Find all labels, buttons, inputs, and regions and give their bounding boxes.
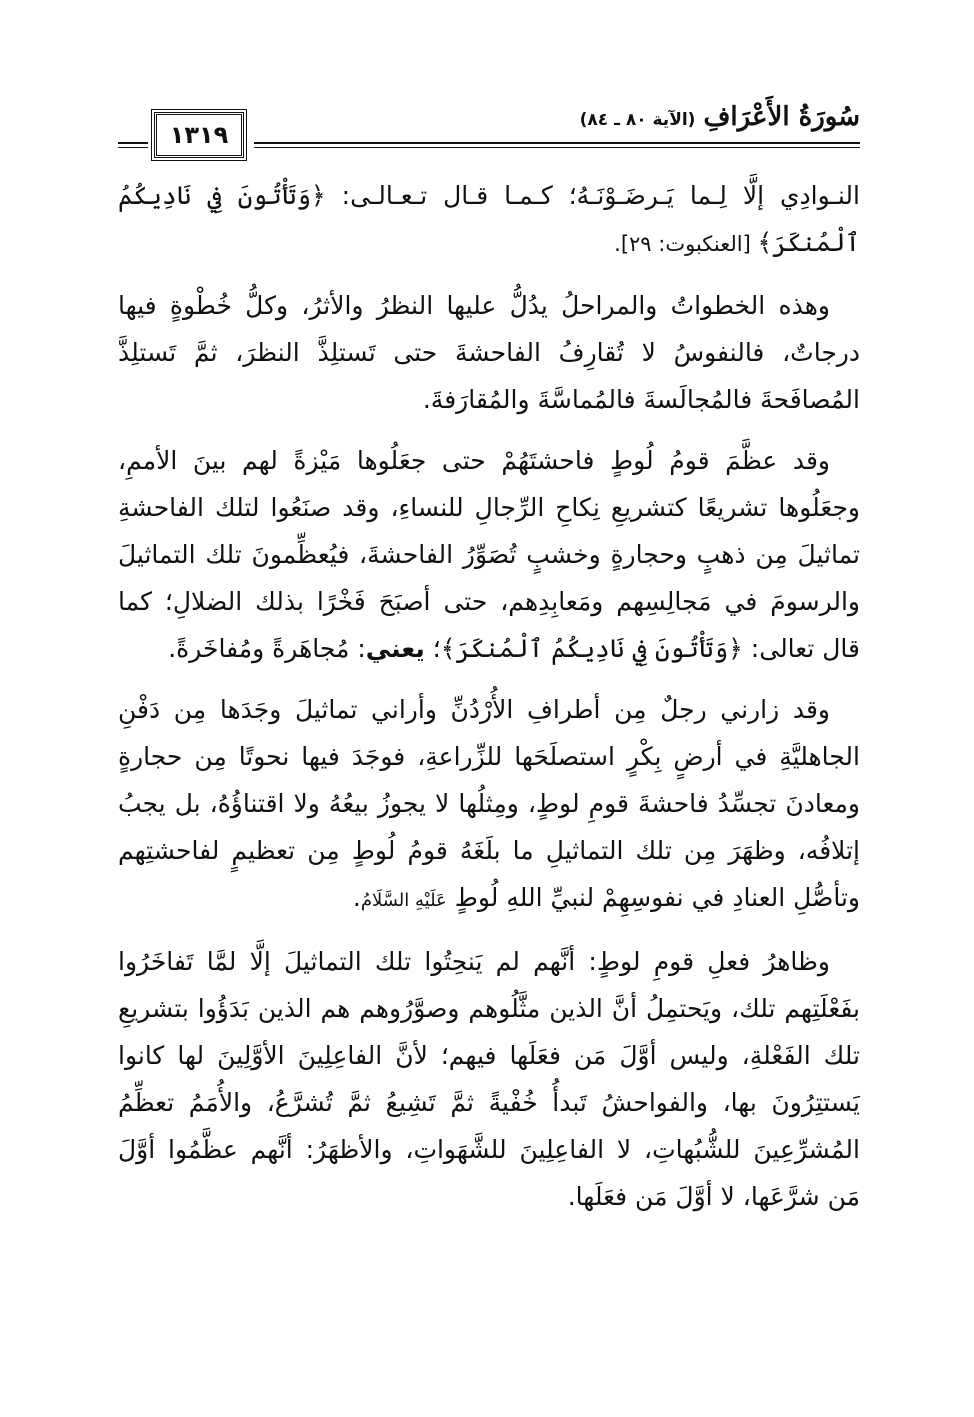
text-segment: وهذه الخطواتُ والمراحلُ يدُلُّ عليها النظرُ والأثرُ، وكلُّ خُطْوةٍ فيها درجاتٌ، فالنفوسُ لا تُقارِفُ الفاحشةَ حتى تَستلِذَّ النظرَ، ثمَّ تَستلِذَّ المُصافَحةَ فالمُجالَسةَ فالمُماسَّةَ والمُقارَفةَ. bbox=[118, 291, 860, 414]
text-segment: النـوادِي إلَّا لِـما يَـرضَـوْنَـهُ؛ كـمـا قـال تـعـالـى: bbox=[325, 181, 860, 210]
paragraph bbox=[118, 282, 860, 423]
header-title bbox=[580, 102, 860, 132]
honorific: عَلَيْهِ السَّلَامُ bbox=[360, 890, 447, 911]
page-body bbox=[118, 172, 860, 1234]
quran-verse: ﴿وَتَأْتُونَ فِي نَادِيكُمُ ٱلْمُنكَرَ﴾ bbox=[440, 634, 743, 663]
header-rule bbox=[254, 142, 860, 144]
text-segment: . bbox=[352, 883, 361, 912]
paragraph bbox=[118, 938, 860, 1220]
text-segment: ؛ bbox=[424, 634, 441, 663]
text-segment: وقد عظَّمَ قومُ لُوطٍ فاحشتَهُمْ حتى جعَلُوها مَيْزةً لهم بينَ الأممِ، وجعَلُوها تشريعًا كتشريعِ نِكاحِ الرِّجالِ للنساءِ، وقد صنَعُوا لتلك الفاحشةِ تماثيلَ مِن ذهبٍ وحجارةٍ وخشبٍ تُصَوِّرُ الفاحشةَ، فيُعظِّمونَ تلك التماثيلَ والرسومَ في مَجالِسِهم ومَعابِدِهم، حتى أصبَحَ فَخْرًا بذلك الضلالِ؛ كما قال تعالى: bbox=[118, 446, 860, 663]
verse-reference: [العنكبوت: ٢٩]. bbox=[614, 232, 758, 256]
header-rule-left-thin bbox=[118, 147, 148, 148]
header-rule-thin bbox=[254, 147, 860, 148]
header-rule-left bbox=[118, 142, 148, 144]
quran-verse: ﴿وَتَأْتُونَ فِي نَادِيكُمُ ٱلْمُنكَرَ﴾ bbox=[118, 181, 860, 257]
surah-name: سُورَةُ الأَعْرَافِ bbox=[703, 102, 860, 132]
text-segment: وقد زارني رجلٌ مِن أطرافِ الأُرْدُنِّ وأراني تماثيلَ وجَدَها مِن دَفْنِ الجاهليَّةِ في أرضٍ بِكْرٍ استصلَحَها للزِّراعةِ، فوجَدَ فيها نحوتًا مِن حجارةٍ ومعادنَ تجسِّدُ فاحشةَ قومِ لوطٍ، ومِثلُها لا يجوزُ بيعُهُ ولا اقتناؤُهُ، بل يجبُ إتلافُه، وظهَرَ مِن تلك التماثيلِ ما بلَغَهُ قومُ لُوطٍ مِن تعظيمٍ لفاحشتِهم وتأصُّلِ العنادِ في نفوسِهِمْ لنبيِّ اللهِ لُوطٍ bbox=[118, 695, 860, 912]
text-segment: : مُجاهَرةً ومُفاخَرةً. bbox=[168, 634, 366, 663]
text-segment: وظاهرُ فعلِ قومِ لوطٍ: أنَّهم لم يَنحِتُوا تلك التماثيلَ إلَّا لمَّا تَفاخَرُوا بفَعْلَتِهم تلك، ويَحتمِلُ أنَّ الذين مثَّلُوهم وصوَّرُوهم هم الذين بَدَؤُوا بتشريعِ تلك الفَعْلةِ، وليس أوَّلَ مَن فعَلَها فيهم؛ لأنَّ الفاعِلِينَ الأوَّلِينَ لها كانوا يَستتِرُونَ بها، والفواحشُ تَبدأُ خُفْيةً ثمَّ تَشِيعُ ثمَّ تُشرَّعُ، والأُمَمُ تعظِّمُ المُشرِّعِينَ للشُّبُهاتِ، لا الفاعِلِينَ للشَّهَواتِ، والأظهَرُ: أنَّهم عظَّمُوا أوَّلَ مَن شرَّعَها، لا أوَّلَ مَن فعَلَها. bbox=[118, 947, 860, 1211]
paragraph bbox=[118, 437, 860, 672]
page-number: ١٣١٩ bbox=[154, 112, 244, 158]
page-header bbox=[118, 94, 860, 164]
bold-term: يعني bbox=[365, 634, 425, 663]
paragraph bbox=[118, 686, 860, 924]
ayah-range: (الآية ٨٠ ـ ٨٤) bbox=[579, 110, 696, 130]
paragraph bbox=[118, 172, 860, 268]
